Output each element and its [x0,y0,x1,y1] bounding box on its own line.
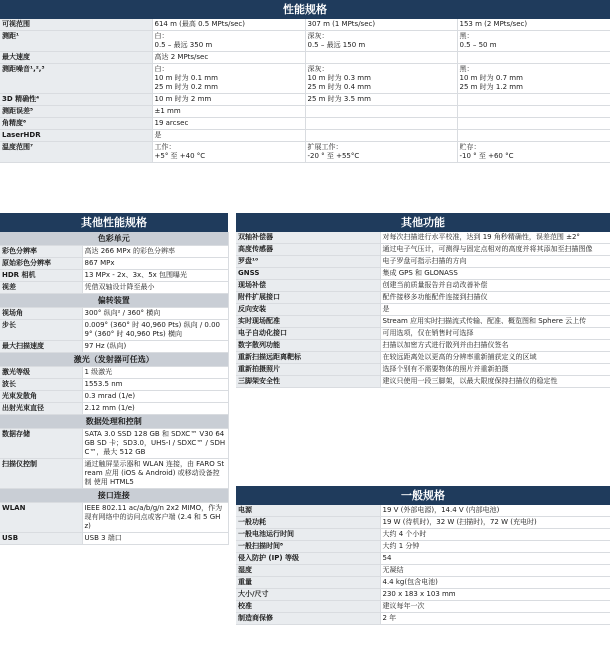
spec-value: 10 m 时为 2 mm [152,94,305,106]
table-row [236,232,610,244]
spec-value: 19 V (外部电源)，14.4 V (内部电池) [380,505,610,517]
spec-value: 867 MPx [82,258,228,270]
table-row [236,340,610,352]
table-row [236,256,610,268]
spec-value: 建议每年一次 [380,601,610,613]
table-row [0,320,228,341]
spec-value [457,118,610,130]
spec-value: 工作： +5° 至 +40 °C [152,142,305,163]
spec-value: 300° 纵向² / 360° 横向 [82,308,228,320]
table-row [0,258,228,270]
spec-value: 无凝结 [380,565,610,577]
table-row [236,364,610,376]
table-row [0,459,228,489]
table-row [0,118,610,130]
spec-label: LaserHDR [0,130,152,142]
spec-value: 230 x 183 x 103 mm [380,589,610,601]
spec-label: 扫描仪控制 [0,459,82,489]
table-row [0,106,610,118]
table-row [236,613,610,625]
table-row [236,280,610,292]
spec-label: 一般电池运行时间 [236,529,380,541]
section-header [0,294,228,308]
other-performance-panel [0,213,228,664]
spec-label: 视差 [0,282,82,294]
spec-label: 视场角 [0,308,82,320]
spec-value: ±1 mm [152,106,305,118]
spec-value: 白： 0.5 – 最远 350 m [152,31,305,52]
table-row [236,553,610,565]
section-title: 数据处理和控制 [0,415,228,429]
spec-value: 是 [380,304,610,316]
spec-label: 一般功耗 [236,517,380,529]
spec-value [305,106,457,118]
table-row [236,376,610,388]
table-row [236,244,610,256]
spec-value: 建议只使用一段三脚架，以最大限度保持扫描仪的稳定性 [380,376,610,388]
table-row [0,379,228,391]
spec-value: 对每次扫描进行水平校准，达到 19 角秒精确性，误差范围 ±2° [380,232,610,244]
spec-value: 扩展工作： -20 ° 至 +55°C [305,142,457,163]
spec-value: 在较远距离处以更高的分辨率重新捕获定义的区域 [380,352,610,364]
table-row [236,601,610,613]
spec-value [457,130,610,142]
spec-label: 最大速度 [0,52,152,64]
table-row [0,282,228,294]
spec-label: 出射光束直径 [0,403,82,415]
spec-value: 25 m 时为 3.5 mm [305,94,457,106]
spec-label: HDR 相机 [0,270,82,282]
table-row [236,352,610,364]
spec-value: 黑： 0.5 – 50 m [457,31,610,52]
spec-value: 创建当前质量报告并自动改善补偿 [380,280,610,292]
spec-value: 1 级激光 [82,367,228,379]
spec-label: 光束发散角 [0,391,82,403]
spec-label: 彩色分辨率 [0,246,82,258]
spec-label: 高度传感器 [236,244,380,256]
spec-value: 可用选项，仅在销售时可选择 [380,328,610,340]
spec-value: 13 MPx - 2x、3x、5x 包围曝光 [82,270,228,282]
section-header [0,415,228,429]
spec-label: 测距误差⁵ [0,106,152,118]
spec-value: 153 m (2 MPts/sec) [457,19,610,31]
spec-label: 温度范围⁷ [0,142,152,163]
table-row [0,52,610,64]
section-title: 色彩单元 [0,232,228,246]
spec-value: 配件接移多功能配件连接到扫描仪 [380,292,610,304]
table-row [236,589,610,601]
spec-value: 307 m (1 MPts/sec) [305,19,457,31]
spec-label: 3D 精确性⁴ [0,94,152,106]
spec-label: 三脚架安全性 [236,376,380,388]
table-row [236,565,610,577]
spec-label: 测距¹ [0,31,152,52]
other-functions-panel [236,213,610,469]
spec-label: 侵入防护 (IP) 等级 [236,553,380,565]
spec-value: 深灰： 10 m 时为 0.3 mm 25 m 时为 0.4 mm [305,64,457,94]
table-row [236,541,610,553]
spec-value: 0.3 mrad (1/e) [82,391,228,403]
table-row [236,505,610,517]
spec-label: 反向安装 [236,304,380,316]
spec-value: 54 [380,553,610,565]
spec-value [305,118,457,130]
section-header [0,489,228,503]
spec-label: 校准 [236,601,380,613]
table-row [0,94,610,106]
performance-specs-panel [0,0,610,206]
table-row [0,533,228,545]
spec-value: USB 3 端口 [82,533,228,545]
table-row [0,246,228,258]
spec-label: 一般扫描时间⁸ [236,541,380,553]
spec-value: 白： 10 m 时为 0.1 mm 25 m 时为 0.2 mm [152,64,305,94]
spec-value: IEEE 802.11 ac/a/b/g/n 2x2 MIMO，作为现有网络中的访问点或客户端 (2.4 和 5 GHz) [82,503,228,533]
section-title: 激光（发射器可任选） [0,353,228,367]
spec-label: 重量 [236,577,380,589]
spec-value: 扫描以加密方式进行散列并由扫描仪签名 [380,340,610,352]
spec-label: 罗盘¹⁰ [236,256,380,268]
spec-label: 数据存储 [0,429,82,459]
spec-value: 4.4 kg(包含电池) [380,577,610,589]
table-row [236,517,610,529]
spec-value [305,130,457,142]
table-row [0,19,610,31]
general-specs-table [236,505,610,625]
spec-value: 贮存： -10 ° 至 +60 °C [457,142,610,163]
spec-value: 1553.5 nm [82,379,228,391]
general-specs-title: 一般规格 [236,486,610,505]
spec-value: 大约 4 个小时 [380,529,610,541]
spec-label: 重新拍摄照片 [236,364,380,376]
spec-value [457,52,610,64]
table-row [0,403,228,415]
spec-label: USB [0,533,82,545]
table-row [236,292,610,304]
spec-label: 数字散列功能 [236,340,380,352]
spec-value: 19 arcsec [152,118,305,130]
table-row [0,64,610,94]
spec-label: 角精度⁶ [0,118,152,130]
table-row [0,367,228,379]
other-functions-title: 其他功能 [236,213,610,232]
spec-value: 614 m (最高 0.5 MPts/sec) [152,19,305,31]
table-row [236,328,610,340]
spec-value: 深灰： 0.5 – 最远 150 m [305,31,457,52]
spec-value: 选择个别有不需要物体的照片并重新拍摄 [380,364,610,376]
table-row [0,270,228,282]
spec-value: 电子罗盘可指示扫描的方向 [380,256,610,268]
spec-label: 波长 [0,379,82,391]
table-row [236,529,610,541]
spec-label: 激光等级 [0,367,82,379]
spec-label: 步长 [0,320,82,341]
spec-value [457,94,610,106]
spec-value: 是 [152,130,305,142]
section-header [0,353,228,367]
spec-label: 测距噪音¹,²,³ [0,64,152,94]
spec-value: 19 W (待机时)，32 W (扫描时)，72 W (充电时) [380,517,610,529]
table-row [236,268,610,280]
spec-label: 制造商保修 [236,613,380,625]
spec-value: SATA 3.0 SSD 128 GB 和 SDXC™ V30 64 GB SD 卡；SD3.0，UHS-I / SDXC™ / SDHC™，最大 512 GB [82,429,228,459]
other-functions-table [236,232,610,388]
spec-label: 电源 [236,505,380,517]
section-header [0,232,228,246]
table-row [0,391,228,403]
spec-label: 可视范围 [0,19,152,31]
spec-value: 高达 2 MPts/sec [152,52,305,64]
spec-label: 重新扫描远距离靶标 [236,352,380,364]
table-row [0,130,610,142]
spec-label: 附件扩展接口 [236,292,380,304]
spec-value: 2.12 mm (1/e) [82,403,228,415]
spec-value: 97 Hz (纵向) [82,341,228,353]
spec-label: 实时现场配准 [236,316,380,328]
table-row [236,577,610,589]
other-performance-table [0,232,229,545]
other-performance-title: 其他性能规格 [0,213,228,232]
spec-label: 原始彩色分辨率 [0,258,82,270]
spec-label: 现场补偿 [236,280,380,292]
spec-label: 电子自动化接口 [236,328,380,340]
spec-value [305,52,457,64]
table-row [0,341,228,353]
spec-label: 大小/尺寸 [236,589,380,601]
performance-table [0,19,610,163]
spec-value: Stream 应用实时扫描流式传输、配准、概览图和 Sphere 云上传 [380,316,610,328]
spec-value: 0.009° (360° 时 40,960 Pts) 纵向 / 0.009° (360° 时 40,960 Pts) 横向 [82,320,228,341]
table-row [0,503,228,533]
spec-label: 湿度 [236,565,380,577]
spec-label: 最大扫描速度 [0,341,82,353]
spec-value: 集成 GPS 和 GLONASS [380,268,610,280]
performance-title: 性能规格 [0,0,610,19]
table-row [0,31,610,52]
spec-value: 通过触屏显示器和 WLAN 连接，由 FARO Stream 应用 (iOS & Android) 或移动设备控制 使用 HTML5 [82,459,228,489]
spec-value [457,106,610,118]
spec-value: 黑： 10 m 时为 0.7 mm 25 m 时为 1.2 mm [457,64,610,94]
section-title: 偏转装置 [0,294,228,308]
table-row [0,308,228,320]
spec-value: 2 年 [380,613,610,625]
spec-value: 凭借双轴设计降至最小 [82,282,228,294]
spec-label: WLAN [0,503,82,533]
table-row [0,142,610,163]
table-row [236,316,610,328]
spec-label: GNSS [236,268,380,280]
spec-value: 大约 1 分钟 [380,541,610,553]
section-title: 接口连接 [0,489,228,503]
general-specs-panel [236,486,610,664]
spec-value: 高达 266 MPx 的彩色分辨率 [82,246,228,258]
spec-label: 双轴补偿器 [236,232,380,244]
table-row [0,429,228,459]
table-row [236,304,610,316]
spec-value: 通过电子气压计，可测得与固定点相对的高度并将其添加至扫描图像 [380,244,610,256]
